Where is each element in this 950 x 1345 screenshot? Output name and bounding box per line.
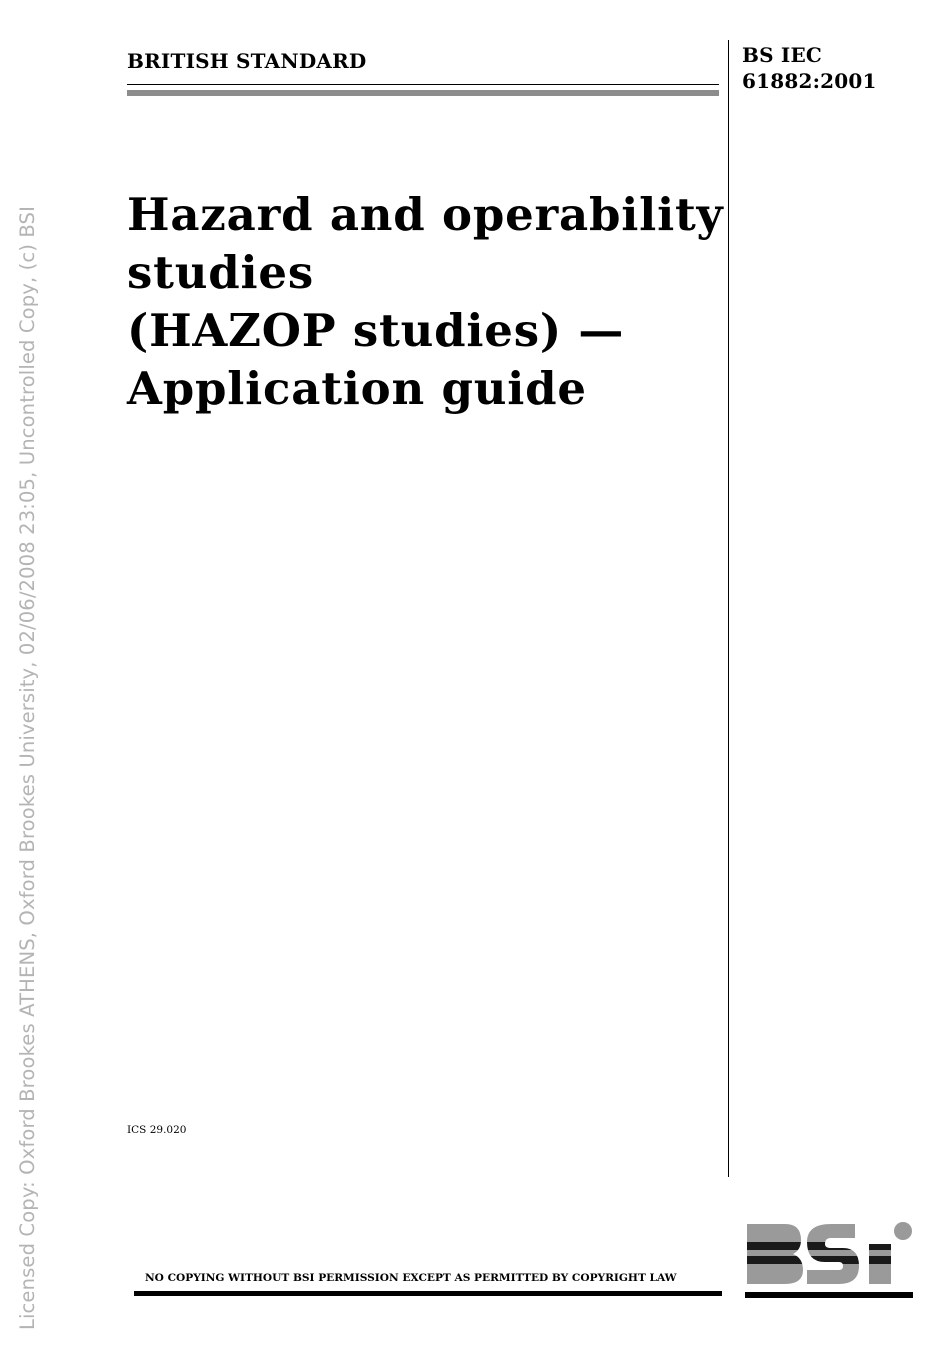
ics-code: ICS 29.020 <box>127 1124 187 1136</box>
standard-number <box>742 42 877 94</box>
title-line-4: Application guide <box>127 362 587 415</box>
license-watermark: Licensed Copy: Oxford Brookes ATHENS, Oxford Brookes University, 02/06/2008 23:05, Uncontrolled Copy, (c) BSI <box>16 206 39 1330</box>
title-line-2: studies <box>127 246 314 299</box>
series-label: BRITISH STANDARD <box>127 49 367 73</box>
header-rule-gray <box>127 90 719 96</box>
document-title <box>127 186 727 418</box>
bsi-logo <box>745 1222 913 1298</box>
footer-rule <box>134 1291 722 1296</box>
standard-number-line1: BS IEC <box>742 43 823 67</box>
header-rule-thin <box>127 84 719 85</box>
standard-number-line2: 61882:2001 <box>742 69 877 93</box>
copyright-notice: NO COPYING WITHOUT BSI PERMISSION EXCEPT AS PERMITTED BY COPYRIGHT LAW <box>145 1272 677 1284</box>
column-divider <box>728 40 729 1177</box>
title-line-1: Hazard and operability <box>127 188 724 241</box>
title-line-3: (HAZOP studies) — <box>127 304 625 357</box>
